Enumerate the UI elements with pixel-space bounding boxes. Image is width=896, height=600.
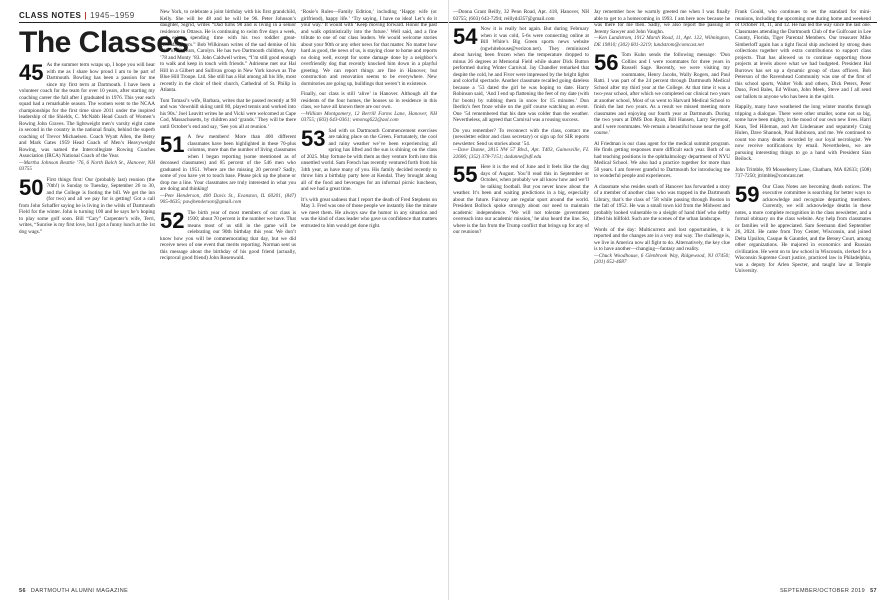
note-text: —Donna Grant Reilly, 32 Penn Road, Apt. 418, Hanover, NH 03755; (603) 643-7294; reillyd4357@gmail.com <box>453 9 589 22</box>
class-entry-55 <box>453 164 589 236</box>
note-text: Do you remember? To reconnect with the class, contact me (newsletter editor and class secretary) or sign up for SIR reports newsletter. Send us stories about ’54. <box>453 127 589 147</box>
note-text: Finally, our class is still ‘alive’ in Hanover. Although all the residents of the four homes, the houses so in residence in this class, we have all known there are our own. <box>301 91 437 110</box>
class-entry-51 <box>160 134 296 206</box>
note-paragraph <box>301 9 437 87</box>
note-text: Tom Tomasi’s wife, Barbara, writes that he passed recently at 98 and was ‘downhill skiing until 80, played tennis and worked into his 90s.’ Joel Leavitt writes he and Vicki were welcomed at Cape Cod, Massachusetts, by children and ‘grands.’ They will be there until October’s end and say, ‘See you all at reunion.’ <box>160 97 296 130</box>
text-column-3 <box>301 9 437 582</box>
note-paragraph <box>453 9 589 22</box>
note-paragraph <box>594 227 730 266</box>
class-entry-54 <box>453 26 589 124</box>
text-column-1 <box>19 62 155 582</box>
note-paragraph <box>594 9 730 48</box>
text-column-6 <box>735 9 871 582</box>
note-text: Here it is the end of June and it feels like the dog days of August. You’ll read this in September or October, when probably we all know how and we’ll be talking football. But you never know about the weather. It’s been and waiting predictions in a big, especially about the future. Fairway are regular sport around the world. President Bollock spoke strongly about our need to maintain academic independence. ‘We will not tolerate government overreach into our academic mission,’ he also heard the line. So, where is the fan from the Trump conflict that brings up for any of our reunions? <box>453 164 589 235</box>
secretary-signature: —Ken Lundstrom, 1912 Marsh Road, 11, Apt. 122, Wilmington, DE 19810; (302) 601-3219; lundstrom@comcast.net <box>594 35 730 48</box>
section-label: CLASS NOTES <box>19 11 82 20</box>
note-paragraph <box>301 197 437 230</box>
note-text: ‘Rosie’s Rules—Family Edition,’ including ‘Happy wife (or girlfriend), happy life.’ ‘Try saying, I have no idea! Let’s do it your way.’ It would with ‘Keep moving forward. Honor the past and walk optimistically into the future.’ Well said, and a fine tribute to one of our class leaders. We would welcome stories about your 90th or any other news for that matter. No matter how hard as good, the news of us, is staying close to home and reports no doing well, except for some damage done by a neighbor’s overfriendly dog that recently knocked him down in a playful greeting. We can report things are fine in Hanover, but construction and renovation seems to be everywhere. New dormitories are going up, buildings that weren’t in existence. <box>301 9 437 87</box>
section-years: 1945–1959 <box>90 11 135 20</box>
class-year-numeral: 53 <box>301 125 326 151</box>
note-text: Frank Gould, who continues to set the standard for mini-reunions, including the upcoming one during home and weekend of October 10, 11, and 12. He has led the way since the last one. Classmates attending the Dartmouth Club of the Gulfcoast in Lee County, Florida, Tiger Parental Members. Our treasurer Mike Simberloff again has a tight fiscal ship anchored by strong dues collections together with extra contributions to support class projects. That has allowed us to continue supporting those projects at levels above what we had budgeted. President Hal Burrows has set up a dynamic group of class officers. Bob Peterson of the Ravenhead Community was one of the first of this school sports, Walter Volk and others, Dick Peters, Peter Duso, Fred Bales, Ed Wilson, John Meek, Steve and I all send our ballots to anyone who has been in the spirit. <box>735 9 871 100</box>
note-text: Tom Kuhn sends the following message: ‘Don Collins and I were roommates for three years in Russell Sage. Recently, we were visiting my roommates, Henry Jacobs, Wally Rogers, and Paul Ratti. I was part of the 24 percent through Dartmouth Medical School after my third year at the College. At that time it was a two-year school, after which we completed our clinical two years at another school, Most of us went to Harvard Medical School to finish the last two years. As a result we missed meeting more classmates and enjoying our fourth year at Dartmouth. During the two years at DMS Don Ryan, Bill Hansen, Larry Seymour, and I were roommates. We remain a beautiful house near the golf course.’ <box>594 52 730 136</box>
secretary-signature: —Dave Dunne, 2815 NW 57 Blvd., Apt. T403, Gainesville, FL 32606; (352) 378-7151; dadunne@ufl.edu <box>453 147 589 160</box>
magazine-name: DARTMOUTH ALUMNI MAGAZINE <box>30 588 129 594</box>
class-year-numeral: 55 <box>453 162 478 187</box>
page-title: The Classes <box>19 26 189 59</box>
note-text: Al Friedman is our class agent for the medical summit program. He finds getting responses more difficult each year. Both of us had teaching positions in the ophthalmology department of NYU Medical School. We also had a practice together for more than 50 years. I am forever grateful to Dartmouth for introducing me to wonderful people and experiences. <box>594 140 730 179</box>
class-year-numeral: 51 <box>160 132 185 157</box>
note-text: It’s with great sadness that I report the death of Fred Stephens on May 3. Fred was one of those people we instantly like the minute we meet them. He always saw the humor in any situation and was the kind of class leader who gave us confidence that matters entrusted to him would get done right. <box>301 196 437 229</box>
note-text: John Trimble, 99 Mooseberry Lane, Chatham, MA 02633; (508) 737-7250; jtrimble@comcast.net <box>735 166 871 179</box>
note-paragraph <box>453 128 589 161</box>
note-text: Jay remember how he warmly greeted me when I was finally able to get to a homecoming in 1993. I am here now because he was there for me then. Sadly, we also report the passing of Jeremy Sawyer and John Vaughn. <box>594 9 730 35</box>
note-text: A classmate who resides south of Hanover has forwarded a story of a member of another class who was trapped in the Dartmouth Library, that’s the class of ’58 while passing through Boston in the fall of 1952. He was a small town kid from the Midwest and probably looked vulnerable to a sleight of hand thief who deftly lifted his billfold. Such are the scenes of the urban landscape. <box>594 183 730 222</box>
note-text: Happily, many have weathered the long winter months through tripping a dialogue. There were other smaller, some not so big, some have been mighty, in the mood of our own new lives. Harri Kean, Ted Hileman, and Art Lindenauer and separately Craig Hulen, Dave Shannok, Paul Robinson, and me. We continued to count too many deaths recorded by our loyal necrologist. We now receive notifications by email. Nevertheless, we are pursuing interesting things to go a hand with President Sian Beilock. <box>735 104 871 162</box>
note-text: Sad with us Dartmouth Commencement exercises are taking place on the Green. Fortunately, the cool and rainy weather we’ve been experiencing all spring has lifted and the sun is shining on the class of 2025. May fortune be with them as they venture forth into this unsettled world. Sam French has recently ventured forth from his 34th year, as have many of you. His family decided recently to throw him a birthday party here at Kendal. They brought along all of the food and beverages for an informal picnic luncheon, and we had a great time. <box>301 127 437 192</box>
note-text: New York, to celebrate a joint birthday with his first grandchild, Kelly. She will be 48 and he will be 96. Peter Johnson’s daughter, Sigrid, writes “Dad turns 98 and is living in a senior residence in Ottawa. He is continuing to swim five days a week, and enjoys spending time with his two toddler great-granddaughters.” Bob Wilkinson writes of the sad demise of his wife of 72 years, Carolyn. He has two Dartmouth children, Amy ’78 and Monty ’83. John Caldwell writes, “I’m still good enough to walk and keep in touch with friends.” Adrienne met our Hal Hill in a Gilbert and Sullivan group in New York known as The Blue Hill Troupe. Ltd. She still has a Hal among all his life, most recently in the choir of their church, Cathedral of St. Philip in Atlanta. <box>160 9 296 93</box>
note-text: Our Class Notes are becoming death notices. The executive committee is searching for better ways to acknowledge and recognize departing members. Currently, we will acknowledge deaths in these notes, a more complete recognition in the class newsletter, and a formal obituary on the class website. Any help from classmates or families will be appreciated. Sam Seemann died September 26, 2024. He came from Troy Center, Wisconsin, and joined Delta Upsilon, Casque & Gauntlet, and the Betsey Court, among other organizations. He majored in economics and Russian civilization. He went on to law school in Wisconsin, clerked for a Wisconsin Supreme Court justice, practiced law in Philadelphia, was a deputy for Arlen Specter, and taught law at Temple University. <box>735 183 871 274</box>
class-entry-52 <box>160 207 296 262</box>
page-number-right: 57 <box>870 588 877 594</box>
note-text: Now it is really hot again. But during February when it was cold, 5-6s were connecting online at Bill White’s Big Green sports news website (ngwhitehouse@verizon.net). They reminisced about having been frozen when the temperature dropped to minus 26 degrees at Memorial Field while skater Dick Button performed during Winter Carnival. Jay Chandler remarked that despite the cold, he and Fiver were impressed by the bright lights and colorful spectacle. Another classmate recalled going dateless because a ’53 dated the girl he was hoping to date. Harry Robinson said, ‘And I end up flattening the feet of my date (with fur boots) by rubbing them in snow for 15 minutes.’ Don Iberlin’s feet froze while on the golf course watching an event. One ’54 remembered that his date was colder than the weather. Nevertheless, all agreed that Carnival was a rousing success. <box>453 26 589 123</box>
section-header <box>19 11 135 20</box>
class-year-numeral: 50 <box>19 174 44 200</box>
class-year-numeral: 59 <box>735 181 760 207</box>
class-entry-56 <box>594 52 730 137</box>
note-paragraph <box>301 91 437 124</box>
text-column-4 <box>453 9 589 582</box>
footer-left <box>19 588 128 594</box>
note-paragraph <box>735 104 871 163</box>
page-number-left: 56 <box>19 588 26 594</box>
note-paragraph <box>594 141 730 180</box>
footer-right <box>780 588 877 594</box>
issue-date: SEPTEMBER/OCTOBER 2019 <box>779 588 866 594</box>
secretary-signature: —William Montgomery, 12 Berrill Farms Lane, Hanover, NH 03755; (603) 643-0361; wmonsg622@aol.com <box>301 110 437 123</box>
page-gutter <box>448 0 449 600</box>
note-paragraph <box>160 9 296 94</box>
class-year-numeral: 54 <box>453 24 478 49</box>
class-entry-53 <box>301 125 437 193</box>
note-paragraph <box>735 167 871 180</box>
note-paragraph <box>735 9 871 100</box>
class-year-numeral: 45 <box>19 62 44 85</box>
note-text: First things first: Our (probably last) reunion (the 70th!) is Sunday to Tuesday, September 26 to 30, and the College is footing the bill. We get the inn (for two) and all we pay for is getting! Got a call from John Schaffer saying he is living in the wilds of Dartmouth Field for the winter. John is turning 100 and he says he’s hoping to play some golf soon. Bill “Cary” Carpenter’s wife, Terri, writes, “Sunrise is my first love, but I got a funny lunch at the 1st dog wags.” <box>19 176 155 235</box>
class-entry-45 <box>19 62 155 173</box>
secretary-signature: —Martha Johnson Beattie ’76, 6 North Balch St., Hanover, NH 03755 <box>19 159 155 172</box>
secretary-signature: —Chuck Woodhouse, 6 Glenbrook Way, Ridgewood, NJ 07450; (201) 652-4687 <box>594 252 730 265</box>
class-year-numeral: 52 <box>160 207 185 233</box>
note-text: Words of the day: Multicurrent and lost opportunities, it is reported and the changes are in a very real way. The challenge is, we live in America now all fight to do. Alternatively, the key clue is to have another—changing—fantasy and reality. <box>594 226 730 252</box>
note-text: A few members! More than 400 different classmates have been highlighted in these 70-plus columns, more than the number of living classmates when I began reporting (some mentioned as of deceased classmates) and 85 percent of the 546 men who graduated in 1951. Where are the missing 20 percent? Sadly, some of you have yet to touch base. Please pick up the phone or drop me a line. Your classmates are truly interested in what you are doing and thinking! <box>160 134 296 192</box>
text-column-5 <box>594 9 730 582</box>
note-paragraph <box>160 98 296 131</box>
class-entry-50 <box>19 174 155 236</box>
note-text: As the summer term wraps up, I hope you will hear with me as I share how proud I am to be part of Dartmouth. Bowling has been a passion for me since my first term at Dartmouth. I have been a volunteer coach for the team for over 10 years, after starting my coaching career the fall after I graduated in 1976. This year each squad had a remarkable season. The women went to the NCAA championships for the first time since 2011 under the inspired leadership of the Shields, C. McNabb Head Coach of Women’s Rowing John Graves. The lightweight men’s varsity eight came in second in the country in the national finals, behind the superb coaching of Trevor Michaelsen. Coach Wyatt Allen, the Betsy and Mark Gates 1959 Head Coach of Men’s Heavyweight Rowing, was named the Intercollegiate Rowing Coaches Association (IRCA) National Coach of the Year. <box>19 62 155 159</box>
note-text: The birth year of most members of our class is 1930; about 70 percent is the number we have. That means most of us still in the game will be celebrating our 90th birthday this year. We don’t know how you will be commemorating that day, but we did receive news of one event that merits reporting. Norman sent us this message about the birthday of his good friend (actually, reciprocal good friend) John Rosenwald. <box>160 209 296 261</box>
secretary-signature: —Pete Henderson, 400 Davis St., Evanston, IL 60201, (847) 905-0635; pawjhenderson@gmail.com <box>160 192 296 205</box>
class-entry-59 <box>735 181 871 275</box>
text-column-2 <box>160 9 296 582</box>
class-year-numeral: 56 <box>594 50 619 75</box>
header-separator: | <box>84 11 88 20</box>
note-paragraph <box>594 184 730 223</box>
